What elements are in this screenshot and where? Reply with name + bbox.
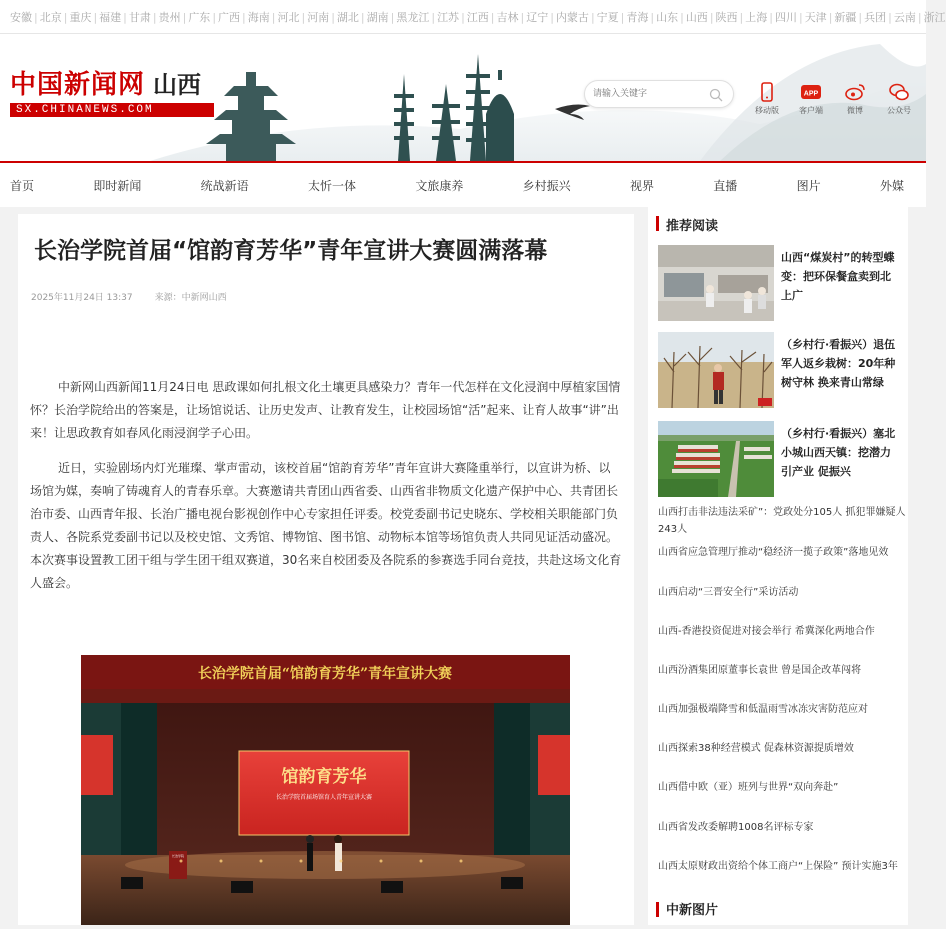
province-link-item [745,9,767,25]
screen-title-text: 馆韵育芳华 [281,767,367,787]
site-header [0,34,926,161]
wechat-link[interactable] [884,82,914,116]
article-meta [18,270,634,303]
logo-chinanews: 中国新闻网 [10,70,146,100]
province-link[interactable]: 湖北 [336,11,359,24]
nav-item[interactable]: 直播 [713,178,738,193]
province-separator: | [360,10,365,24]
province-link[interactable]: 江西 [466,11,489,24]
province-separator: | [461,10,465,24]
article-paragraph: 中新网山西新闻11月24日电 思政课如何扎根文化土壤更具感染力？青年一代怎样在文化浸润中厚植家国情怀？长治学院给出的答案是，让场馆说话、让历史发声、让教育发生，让校园场馆“活”起来、让育人故事“讲”出来！让思政教育如春风化雨浸润学子心田。 [30,380,621,440]
news-item[interactable]: 山西-香港投资促进对接会举行 希冀深化两地合作 [658,626,875,637]
province-link[interactable]: 辽宁 [526,11,549,24]
province-link-item [307,9,329,25]
sidebar [648,207,908,925]
province-separator: | [390,10,395,24]
stage-banner-text: 长治学院首届“馆韵育芳华”青年宣讲大赛 [197,666,453,682]
province-link[interactable]: 安徽 [10,11,32,24]
province-link[interactable]: 海南 [247,11,270,24]
recommended-item[interactable] [658,332,908,408]
article-photo[interactable] [81,655,570,925]
nav-item[interactable]: 乡村振兴 [522,178,571,193]
province-link-item [129,9,151,25]
province-link[interactable]: 吉林 [496,11,519,24]
nav-item[interactable]: 首页 [10,178,35,193]
logo-province: 山西 [153,70,202,99]
app-client-link[interactable] [796,82,826,116]
news-item[interactable]: 山西汾酒集团原董事长袁世 曾是国企改革闯将 [658,665,862,676]
province-separator: | [680,10,684,24]
province-link[interactable]: 新疆 [834,11,857,24]
province-link-item [497,9,519,25]
province-link[interactable]: 湖南 [366,11,389,24]
news-item[interactable]: 山西省应急管理厅推动“稳经济一揽子政策”落地见效 [658,547,889,558]
province-link[interactable]: 浙江 [923,11,946,24]
province-link-item [626,9,648,25]
province-link[interactable]: 四川 [774,11,797,24]
province-separator: | [650,10,655,24]
nav-item[interactable]: 图片 [796,178,821,193]
screen-subtitle-text: 长治学院首届场馆育人青年宣讲大赛 [275,794,373,801]
recommended-heading [648,207,908,237]
news-item[interactable]: 山西太原财政出资给个体工商户“上保险” 预计实施3年 [658,861,898,872]
logo-domain: SX.CHINANEWS.COM [10,103,214,117]
province-separator: | [34,10,38,24]
article-date: 2025年11月24日 13:37 [31,293,133,303]
province-separator: | [301,10,306,24]
province-separator: | [331,10,335,24]
weibo-label: 微博 [847,106,863,115]
province-link-item [556,9,589,25]
stage-photo-illustration [81,655,570,925]
recommended-thumbnail[interactable] [658,245,774,321]
news-item[interactable]: 山西探索38种经营模式 促森林资源提质增效 [658,743,854,754]
province-separator: | [769,10,773,24]
province-separator: | [590,10,595,24]
nav-item[interactable]: 即时新闻 [93,178,142,193]
news-item[interactable]: 山西借中欧（亚）班列与世界“双向奔赴” [658,782,839,793]
search-icon[interactable] [709,87,723,106]
province-separator: | [888,10,892,24]
province-link-item [686,9,708,25]
province-link-item [40,9,62,25]
weibo-link[interactable] [840,82,870,116]
province-link-item [894,9,916,25]
province-separator: | [212,10,217,24]
province-separator: | [490,10,495,24]
recommended-item[interactable] [658,245,908,321]
article-card [18,214,634,925]
province-separator: | [123,10,127,24]
province-link-item [396,9,429,25]
article-title: 长治学院首届“馆韵育芳华”青年宣讲大赛圆满落幕 [34,238,548,264]
mobile-icon [757,82,777,102]
news-item[interactable]: 山西省发改委解聘1008名评标专家 [658,822,814,833]
province-link[interactable]: 天津 [804,11,827,24]
province-link[interactable]: 青海 [626,11,649,24]
province-link-item [367,9,389,25]
province-separator: | [63,10,68,24]
news-item[interactable]: 山西启动“三晋安全行”采访活动 [658,587,799,598]
province-link[interactable]: 福建 [99,11,122,24]
app-badge-text: APP [803,90,819,98]
recommended-heading-text: 推荐阅读 [666,219,719,234]
province-separator: | [520,10,525,24]
province-link[interactable]: 广西 [218,11,241,24]
province-link[interactable]: 黑龙江 [396,11,430,24]
province-separator: | [858,10,863,24]
province-link-item [467,9,489,25]
recommended-item[interactable] [658,421,908,497]
article-body [18,376,634,607]
quick-links [752,82,914,116]
province-separator: | [152,10,157,24]
recommended-title[interactable]: 山西“煤炭村”的转型蝶变：把环保餐盒卖到北上广 [781,251,895,302]
province-link[interactable]: 甘肃 [128,11,151,24]
province-link[interactable]: 河北 [277,11,300,24]
province-link[interactable]: 江苏 [437,11,460,24]
search-box[interactable] [584,80,734,108]
province-separator: | [739,10,744,24]
province-separator: | [917,10,922,24]
province-link-item [99,9,121,25]
province-link-item [805,9,827,25]
nav-list [0,163,926,207]
trees-thumbnail-illustration [658,332,774,408]
province-separator: | [620,10,625,24]
province-separator: | [828,10,833,24]
wechat-label: 公众号 [887,106,911,115]
nav-item[interactable]: 统战新语 [200,178,249,193]
app-icon [800,82,822,102]
province-link-item [924,9,946,25]
province-link-item [437,9,459,25]
province-separator: | [798,10,803,24]
province-link-item [834,9,856,25]
province-link[interactable]: 内蒙古 [555,11,589,24]
news-item[interactable]: 山西加强极端降雪和低温雨雪冰冻灾害防范应对 [658,704,868,715]
nav-item[interactable]: 文旅康养 [415,178,464,193]
province-separator: | [709,10,714,24]
nav-item[interactable]: 视界 [629,178,654,193]
province-separator: | [182,10,187,24]
podium-text: 长治学院 [171,854,185,858]
province-separator: | [242,10,246,24]
nav-item[interactable]: 太忻一体 [307,178,356,193]
province-link[interactable]: 兵团 [864,11,887,24]
province-link[interactable]: 云南 [893,11,916,24]
province-link-item [188,9,210,25]
province-link-item [218,9,240,25]
main-nav [0,161,926,207]
province-list [0,0,946,25]
recommended-title[interactable]: （乡村行·看振兴）塞北小城山西天镇：挖潜力 引产业 促振兴 [781,427,896,478]
province-link-item [656,9,678,25]
province-link-item [716,9,738,25]
town-aerial-thumbnail-illustration [658,421,774,497]
article-paragraph: 近日，实验剧场内灯光璀璨、掌声雷动，该校首届“馆韵育芳华”青年宣讲大赛隆重举行，以宣讲为桥、以场馆为媒，奏响了铸魂育人的青春乐章。大赛邀请共青团山西省委、山西省非物质文化遗产保护中心、共青团长治市委、山西青年报、长治广播电视台影视创作中心专家担任评委。校党委副书记史晓东、学校相关职能部门负责人、各院系党委副书记以及校史馆、文秀馆、博物馆、图书馆、动物标本馆等场馆负责人共同见证活动盛况。本次赛事设置教工团干组与学生团干组双赛道，30名来自校团委及各院系的参赛选手同台竞技，共赴这场文化育人盛会。 [30,461,622,590]
mobile-version-label: 移动版 [755,106,779,115]
article-source: 来源：中新网山西 [154,293,227,303]
recommended-thumbnail[interactable] [658,421,774,497]
province-link-item [248,9,270,25]
search-input[interactable] [593,81,703,107]
province-link-item [526,9,548,25]
province-separator: | [93,10,98,24]
province-link-item [69,9,91,25]
photos-heading-text: 中新图片 [666,903,719,918]
province-bar [0,0,946,34]
mobile-version-link[interactable] [752,82,782,116]
nav-item[interactable]: 外媒 [879,178,904,193]
province-link[interactable]: 上海 [745,11,768,24]
province-link-item [277,9,299,25]
recommended-thumbnail[interactable] [658,332,774,408]
province-link[interactable]: 北京 [39,11,62,24]
province-link-item [775,9,797,25]
province-link[interactable]: 贵州 [158,11,181,24]
province-link[interactable]: 山西 [685,11,708,24]
province-link-item [10,9,32,25]
news-item[interactable]: 山西打击非法违法采矿”：党政处分105人 抓犯罪嫌疑人243人 [658,507,906,535]
photos-heading [648,899,908,918]
province-link-item [597,9,619,25]
province-link[interactable]: 河南 [307,11,330,24]
wechat-icon [888,82,910,102]
recommended-title[interactable]: （乡村行·看振兴）退伍军人返乡栽树：20年种树守林 换来青山常绿 [781,338,896,389]
app-client-label: 客户端 [799,106,823,115]
province-link[interactable]: 广东 [188,11,211,24]
province-link[interactable]: 宁夏 [596,11,619,24]
province-separator: | [271,10,276,24]
province-link[interactable]: 山东 [656,11,679,24]
site-logo[interactable] [10,64,214,117]
province-link[interactable]: 重庆 [69,11,92,24]
weibo-icon [844,82,866,102]
province-separator: | [550,10,554,24]
province-link[interactable]: 陕西 [715,11,738,24]
factory-thumbnail-illustration [658,245,774,321]
province-separator: | [431,10,436,24]
province-link-item [337,9,359,25]
province-link-item [864,9,886,25]
province-link-item [159,9,181,25]
